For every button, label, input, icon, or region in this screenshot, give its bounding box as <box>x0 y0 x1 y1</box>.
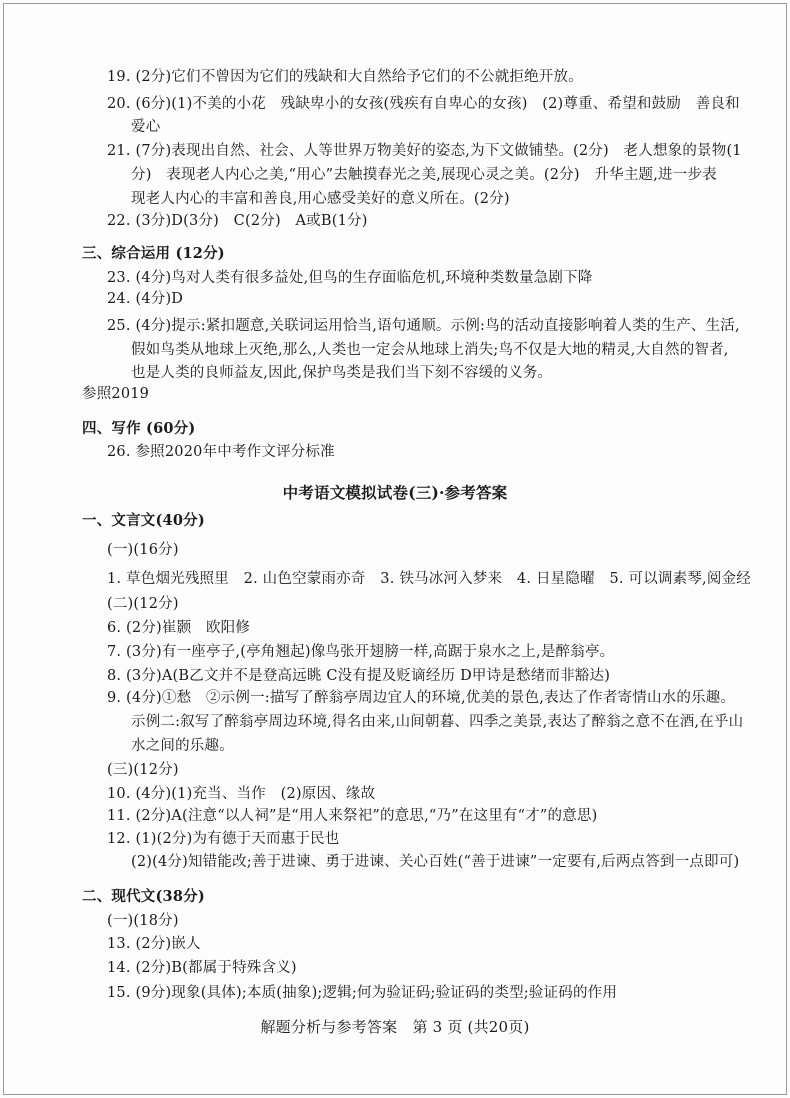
answer-line: 1. 草色烟光残照里 2. 山色空蒙雨亦奇 3. 铁马冰河入梦来 4. 日星隐曜 5. 可以调素琴,阅金经 <box>107 571 751 587</box>
answer-line: 20. (6分)(1)不美的小花 残缺卑小的女孩(残疾有自卑心的女孩) (2)尊重、希望和鼓励 善良和 <box>107 96 740 112</box>
answer-line: 21. (7分)表现出自然、社会、人等世界万物美好的姿态,为下文做铺垫。(2分) 老人想象的景物(1 <box>107 143 742 159</box>
answer-line: 6. (2分)崔颢 欧阳修 <box>107 620 251 636</box>
answer-line: 14. (2分)B(都属于特殊含义) <box>107 960 297 976</box>
subsection-heading: (三)(12分) <box>107 762 179 778</box>
subsection-heading: (一)(16分) <box>107 542 179 558</box>
answer-line: 假如鸟类从地球上灭绝,那么,人类也一定会从地球上消失;鸟不仅是大地的精灵,大自然的智者, <box>131 342 729 358</box>
answer-line: 11. (2分)A(注意“以人祠”是“用人来祭祀”的意思,“乃”在这里有“才”的意思) <box>107 808 598 824</box>
answer-line: 26. 参照2020年中考作文评分标准 <box>107 444 335 460</box>
answer-line: 7. (3分)有一座亭子,(亭角翘起)像鸟张开翅膀一样,高踞于泉水之上,是醉翁亭。 <box>107 644 615 660</box>
page-footer: 解题分析与参考答案 第 3 页 (共20页) <box>260 1018 530 1036</box>
answer-line: 分) 表现老人内心之美,“用心”去触摸春光之美,展现心灵之美。(2分) 升华主题,进一步表 <box>131 167 717 183</box>
answer-line: 现老人内心的丰富和善良,用心感受美好的意义所在。(2分) <box>131 191 510 207</box>
answer-line: 15. (9分)现象(具体);本质(抽象);逻辑;何为验证码;验证码的类型;验证码的作用 <box>107 985 618 1001</box>
section-heading: 一、文言文(40分) <box>82 512 205 529</box>
subsection-heading: (二)(12分) <box>107 596 179 612</box>
answer-line: 也是人类的良师益友,因此,保护鸟类是我们当下刻不容缓的义务。 <box>131 365 553 381</box>
answer-line: 23. (4分)鸟对人类有很多益处,但鸟的生存面临危机,环境种类数量急剧下降 <box>107 270 593 286</box>
answer-line: 10. (4分)(1)充当、当作 (2)原因、缘故 <box>107 786 376 802</box>
answer-line: 25. (4分)提示:紧扣题意,关联词运用恰当,语句通顺。示例:鸟的活动直接影响着人类的生产、生活, <box>107 318 740 334</box>
answer-line: 24. (4分)D <box>107 291 184 307</box>
answer-line: 水之间的乐趣。 <box>131 738 234 754</box>
answer-line: 参照2019 <box>82 386 150 402</box>
answer-line: 12. (1)(2分)为有德于天而惠于民也 <box>107 831 340 847</box>
answer-line: 示例二:叙写了醉翁亭周边环境,得名由来,山间朝暮、四季之美景,表达了醉翁之意不在酒,在乎山 <box>131 714 744 730</box>
answer-line: (2)(4分)知错能改;善于进谏、勇于进谏、关心百姓(“善于进谏”一定要有,后两点答到一点即可) <box>131 854 740 870</box>
answer-line: 9. (4分)①愁 ②示例一:描写了醉翁亭周边宜人的环境,优美的景色,表达了作者寄情山水的乐趣。 <box>107 690 736 706</box>
section-heading: 三、综合运用 (12分) <box>82 245 225 262</box>
answer-line: 13. (2分)嵌人 <box>107 936 201 952</box>
answer-line: 爱心 <box>131 119 161 135</box>
page-title: 中考语文模拟试卷(三)·参考答案 <box>282 483 508 502</box>
answer-line: 8. (3分)A(B乙文并不是登高远眺 C没有提及贬谪经历 D甲诗是愁绪而非豁达) <box>107 668 611 684</box>
subsection-heading: (一)(18分) <box>107 913 179 929</box>
section-heading: 四、写作 (60分) <box>82 420 196 437</box>
answer-line: 22. (3分)D(3分) C(2分) A或B(1分) <box>107 213 368 229</box>
answer-line: 19. (2分)它们不曾因为它们的残缺和大自然给予它们的不公就拒绝开放。 <box>107 69 583 85</box>
section-heading: 二、现代文(38分) <box>82 888 205 905</box>
